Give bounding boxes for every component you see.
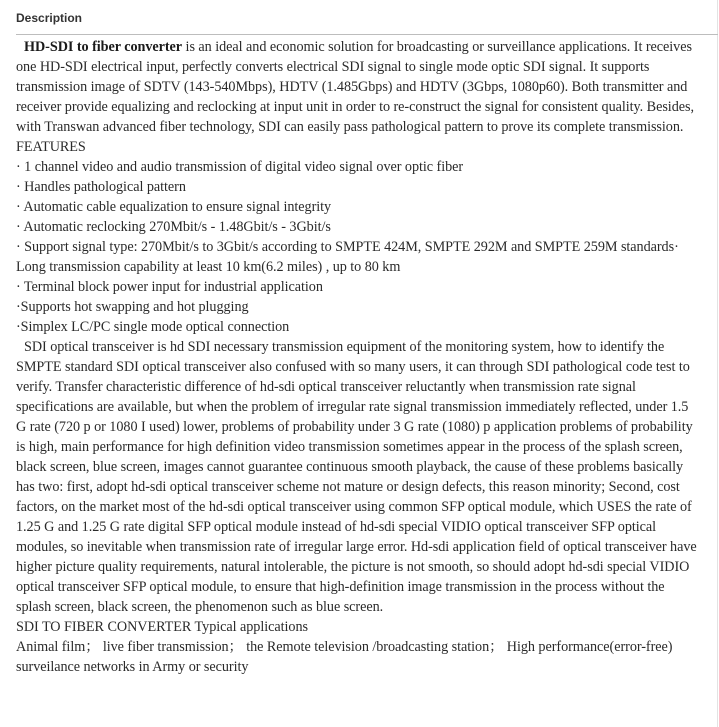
feature-item: · Terminal block power input for industrial application [16,279,323,295]
feature-item: · Automatic reclocking 270Mbit/s - 1.48Gbit/s - 3Gbit/s [16,219,331,235]
features-heading: FEATURES [16,139,86,155]
feature-item: · 1 channel video and audio transmission of digital video signal over optic fiber [16,159,464,175]
description-tab-title: Description [16,11,83,25]
description-content [16,37,700,677]
applications-text: Animal film； live fiber transmission； the Remote television /broadcasting station； High performance(error-free) surveilance networks in Army or security [16,639,673,675]
intro-paragraph [16,37,700,137]
product-name-lead: HD-SDI to fiber converter [24,39,183,55]
transceiver-paragraph: SDI optical transceiver is hd SDI necessary transmission equipment of the monitoring system, how to identify the SMPTE standard SDI optical transceiver also confused with so many users, it can through SDI pathological code test to verify. Transfer characteristic difference of hd-sdi optical transceiver reluctantly when transmission rate signal specifications are available, but when the problem of irregular rate signal transmission immediately reflected, under 1.5 G rate (720 p or 1080 I used) lower, problems of probability under 3 G rate (1080) p application problems of probability is high, main performance for high definition video transmission sometimes appear in the process of the splash screen, black screen, blue screen, images cannot guarantee continuous smooth playback, the cause of these problems basically has two: first, adopt hd-sdi optical transceiver scheme not mature or design defects, this reason minority; Second, cost factors, on the market most of the hd-sdi optical transceiver using common SFP optical module, which USES the rate of 1.25 G and 1.25 G rate digital SFP optical module instead of hd-sdi special VIDIO optical transceiver SFP optical modules, so inevitable when transmission rate of irregular large error. Hd-sdi application field of optical transceiver have higher picture quality requirements, natural intolerable, the picture is not smooth, so should adopt hd-sdi special VIDIO optical transceiver SFP optical module, to ensure that high-definition image transmission in the process without the splash screen, black screen, the phenomenon such as blue screen. [16,339,697,615]
intro-text: is an ideal and economic solution for broadcasting or surveillance applications. It receives one HD-SDI electrical input, perfectly converts electrical SDI signal to single mode optic SDI signal. It supports transmission image of SDTV (143-540Mbps), HDTV (1.485Gbps) and HDTV (3Gbps, 1080p60). Both transmitter and receiver provide equalizing and reclocking at input unit in order to re-construct the signal for consistent quality. Besides, with Transwan advanced fiber technology, SDI can easily pass pathological pattern to prove its complete transmission. [16,39,694,135]
feature-item: · Handles pathological pattern [16,179,186,195]
applications-heading: SDI TO FIBER CONVERTER Typical applications [16,619,308,635]
feature-item: ·Supports hot swapping and hot plugging [16,299,249,315]
feature-item: · Support signal type: 270Mbit/s to 3Gbit/s according to SMPTE 424M, SMPTE 292M and SMPTE 259M standards· Long transmission capability at least 10 km(6.2 miles) , up to 80 km [16,239,679,275]
feature-item: · Automatic cable equalization to ensure signal integrity [16,199,332,215]
feature-item: ·Simplex LC/PC single mode optical connection [16,319,290,335]
tab-divider [16,34,718,35]
